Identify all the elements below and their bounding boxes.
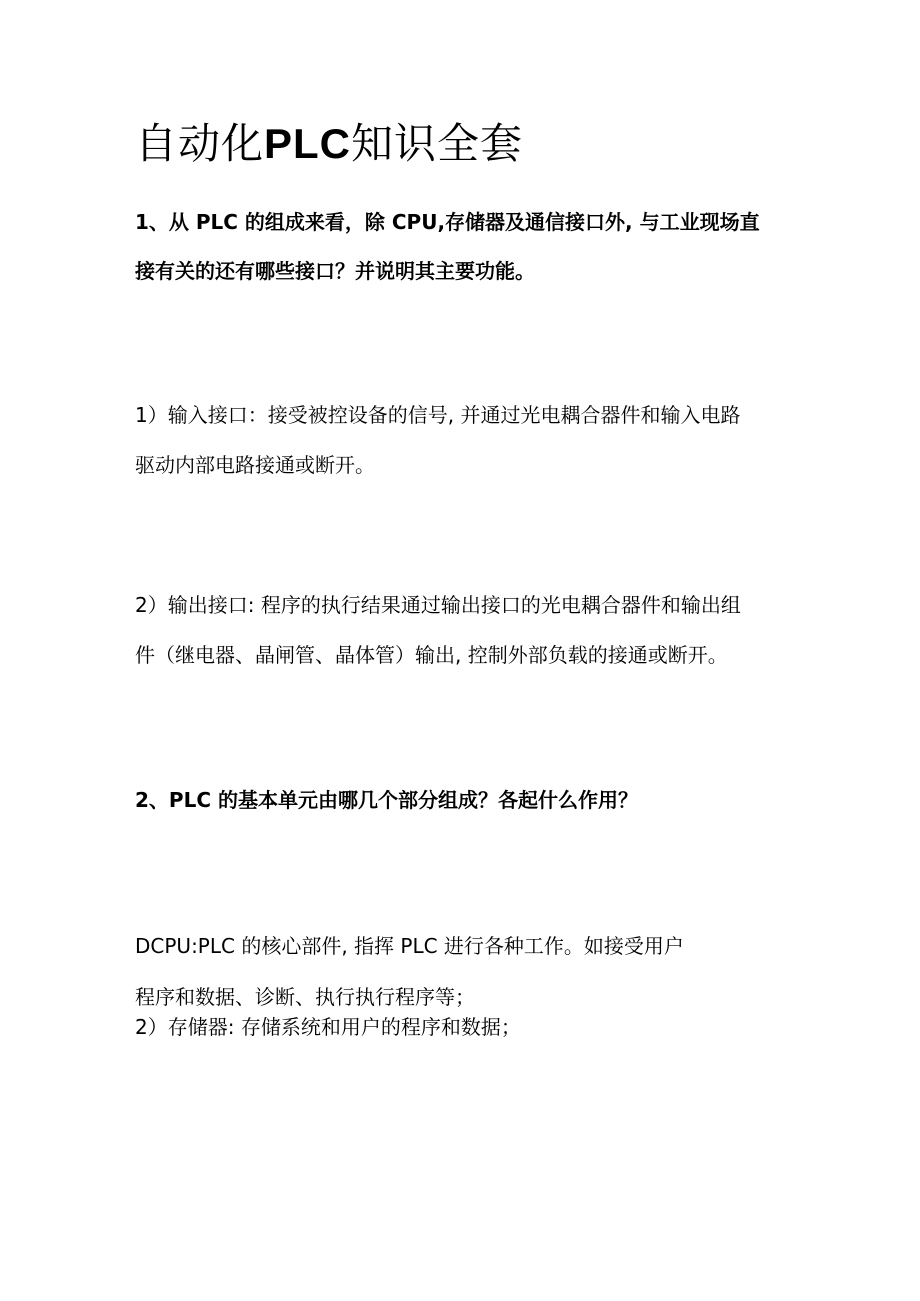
answer-2-cpu-line-2: 程序和数据、诊断、执行执行程序等；: [135, 985, 475, 1009]
question-2-line-1: 2、PLC 的基本单元由哪几个部分组成？各起什么作用？: [135, 788, 638, 812]
title-latin: PLC: [264, 120, 352, 167]
answer-2-memory-line-1: 2）存储器: 存储系统和用户的程序和数据；: [135, 1015, 521, 1039]
title-suffix: 知识全套: [351, 119, 524, 168]
answer-1-input-line-1: 1）输入接口：接受被控设备的信号, 并通过光电耦合器件和输入电路: [135, 403, 741, 427]
question-1-line-1: 1、从 PLC 的组成来看，除 CPU,存储器及通信接口外, 与工业现场直: [135, 210, 760, 234]
question-1-line-2: 接有关的还有哪些接口？并说明其主要功能。: [135, 259, 535, 283]
answer-1-output-line-1: 2）输出接口: 程序的执行结果通过输出接口的光电耦合器件和输出组: [135, 593, 741, 617]
document-title: [135, 118, 523, 170]
answer-1-input-line-2: 驱动内部电路接通或断开。: [135, 453, 375, 477]
title-prefix: 自动化: [135, 119, 265, 168]
answer-2-cpu-line-1: DCPU:PLC 的核心部件, 指挥 PLC 进行各种工作。如接受用户: [135, 934, 684, 958]
answer-1-output-line-2: 件（继电器、晶闸管、晶体管）输出, 控制外部负载的接通或断开。: [135, 643, 728, 667]
